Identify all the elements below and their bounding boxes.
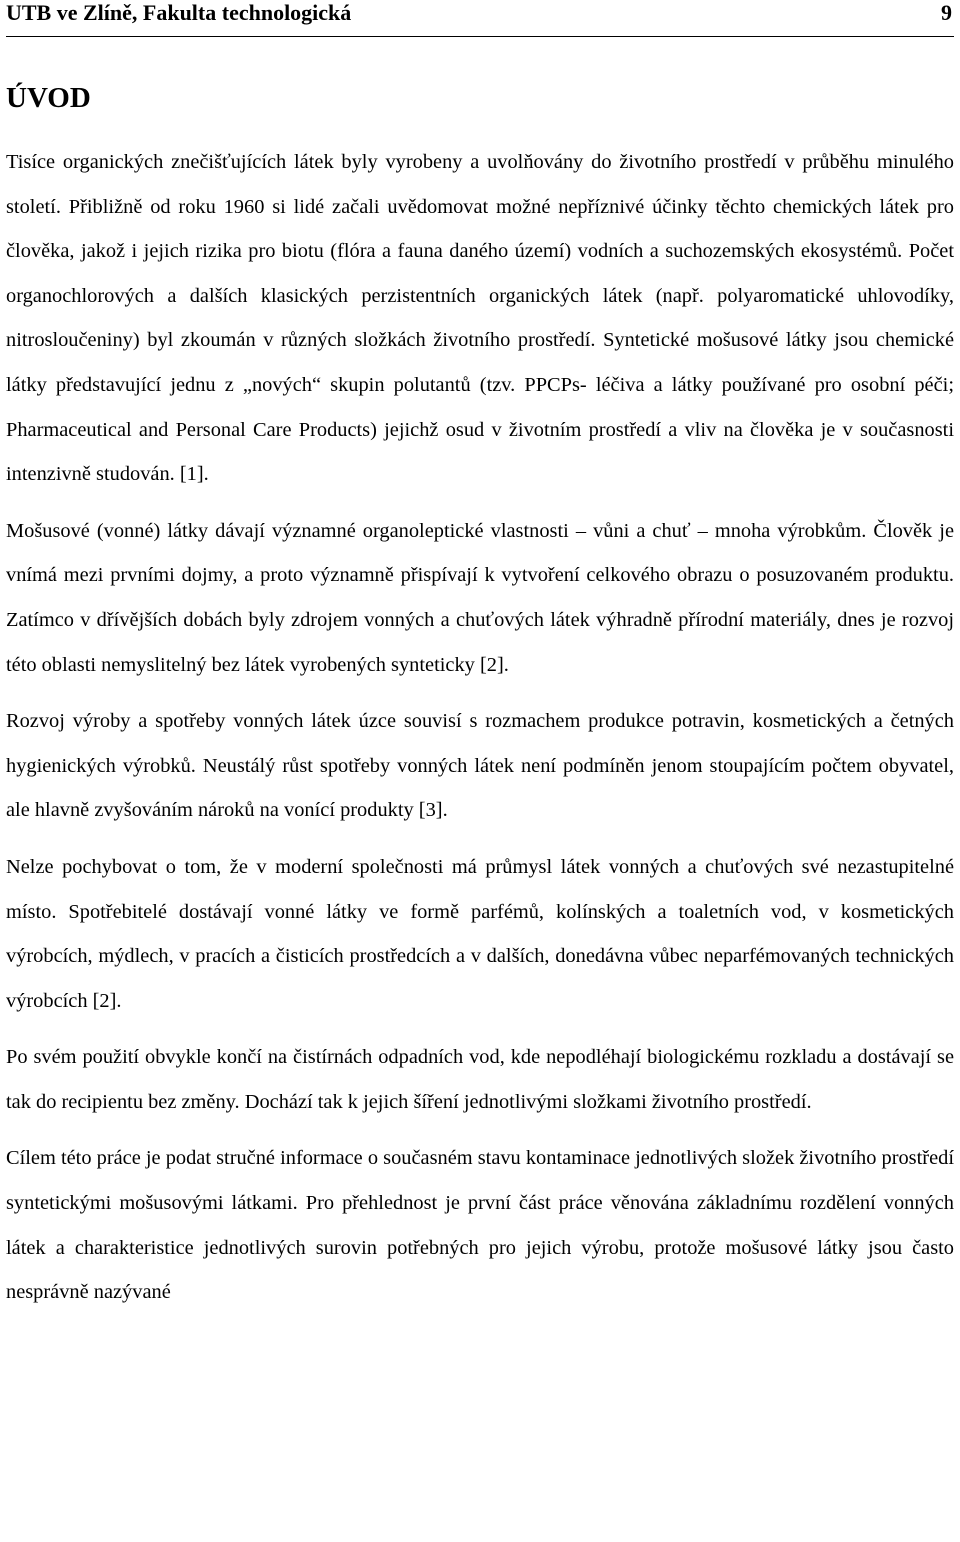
paragraph: Po svém použití obvykle končí na čistírnách odpadních vod, kde nepodléhají biologickému rozkladu a dostávají se tak do recipientu bez změny. Dochází tak k jejich šíření jednotlivými složkami životního prostředí. [6, 1046, 954, 1113]
page-header [6, 0, 954, 37]
paragraph: Tisíce organických znečišťujících látek byly vyrobeny a uvolňovány do životního prostředí v průběhu minulého století. Přibližně od roku 1960 si lidé začali uvědomovat možné nepříznivé účinky těchto chemických látek pro člověka, jakož i jejich rizika pro biotu (flóra a fauna daného území) vodních a suchozemských ekosystémů. Počet organochlorových a dalších klasických perzistentních organických látek (např. polyaromatické uhlovodíky, nitrosloučeniny) byl zkoumán v různých složkách životního prostředí. Syntetické mošusové látky jsou chemické látky představující jednu z „nových“ skupin polutantů (tzv. PPCPs- léčiva a látky používané pro osobní péči; Pharmaceutical and Personal Care Products) jejichž osud v životním prostředí a vliv na člověka je v současnosti intenzivně studován. [1]. [6, 151, 954, 486]
paragraph: Cílem této práce je podat stručné informace o současném stavu kontaminace jednotlivých složek životního prostředí syntetickými mošusovými látkami. Pro přehlednost je první část práce věnována základnímu rozdělení vonných látek a charakteristice jednotlivých surovin potřebných pro jejich výrobu, protože mošusové látky jsou často nesprávně nazývané [6, 1147, 954, 1304]
page-number: 9 [941, 0, 952, 25]
header-title: UTB ve Zlíně, Fakulta technologická [6, 0, 352, 25]
paragraph: Rozvoj výroby a spotřeby vonných látek úzce souvisí s rozmachem produkce potravin, kosmetických a četných hygienických výrobků. Neustálý růst spotřeby vonných látek není podmíněn jenom stoupajícím počtem obyvatel, ale hlavně zvyšováním nároků na vonící produkty [3]. [6, 710, 954, 822]
body-text [6, 140, 954, 1315]
section-heading: ÚVOD [6, 82, 91, 114]
paragraph: Mošusové (vonné) látky dávají významné organoleptické vlastnosti – vůni a chuť – mnoha výrobkům. Člověk je vnímá mezi prvními dojmy, a proto významně přispívají k vytvoření celkového obrazu o posuzovaném produktu. Zatímco v dřívějších dobách byly zdrojem vonných a chuťových látek výhradně přírodní materiály, dnes je rozvoj této oblasti nemyslitelný bez látek vyrobených synteticky [2]. [6, 519, 954, 676]
paragraph: Nelze pochybovat o tom, že v moderní společnosti má průmysl látek vonných a chuťových své nezastupitelné místo. Spotřebitelé dostávají vonné látky ve formě parfémů, kolínských a toaletních vod, v kosmetických výrobcích, mýdlech, v pracích a čisticích prostředcích a v dalších, donedávna vůbec neparfémovaných technických výrobcích [2]. [6, 855, 954, 1012]
